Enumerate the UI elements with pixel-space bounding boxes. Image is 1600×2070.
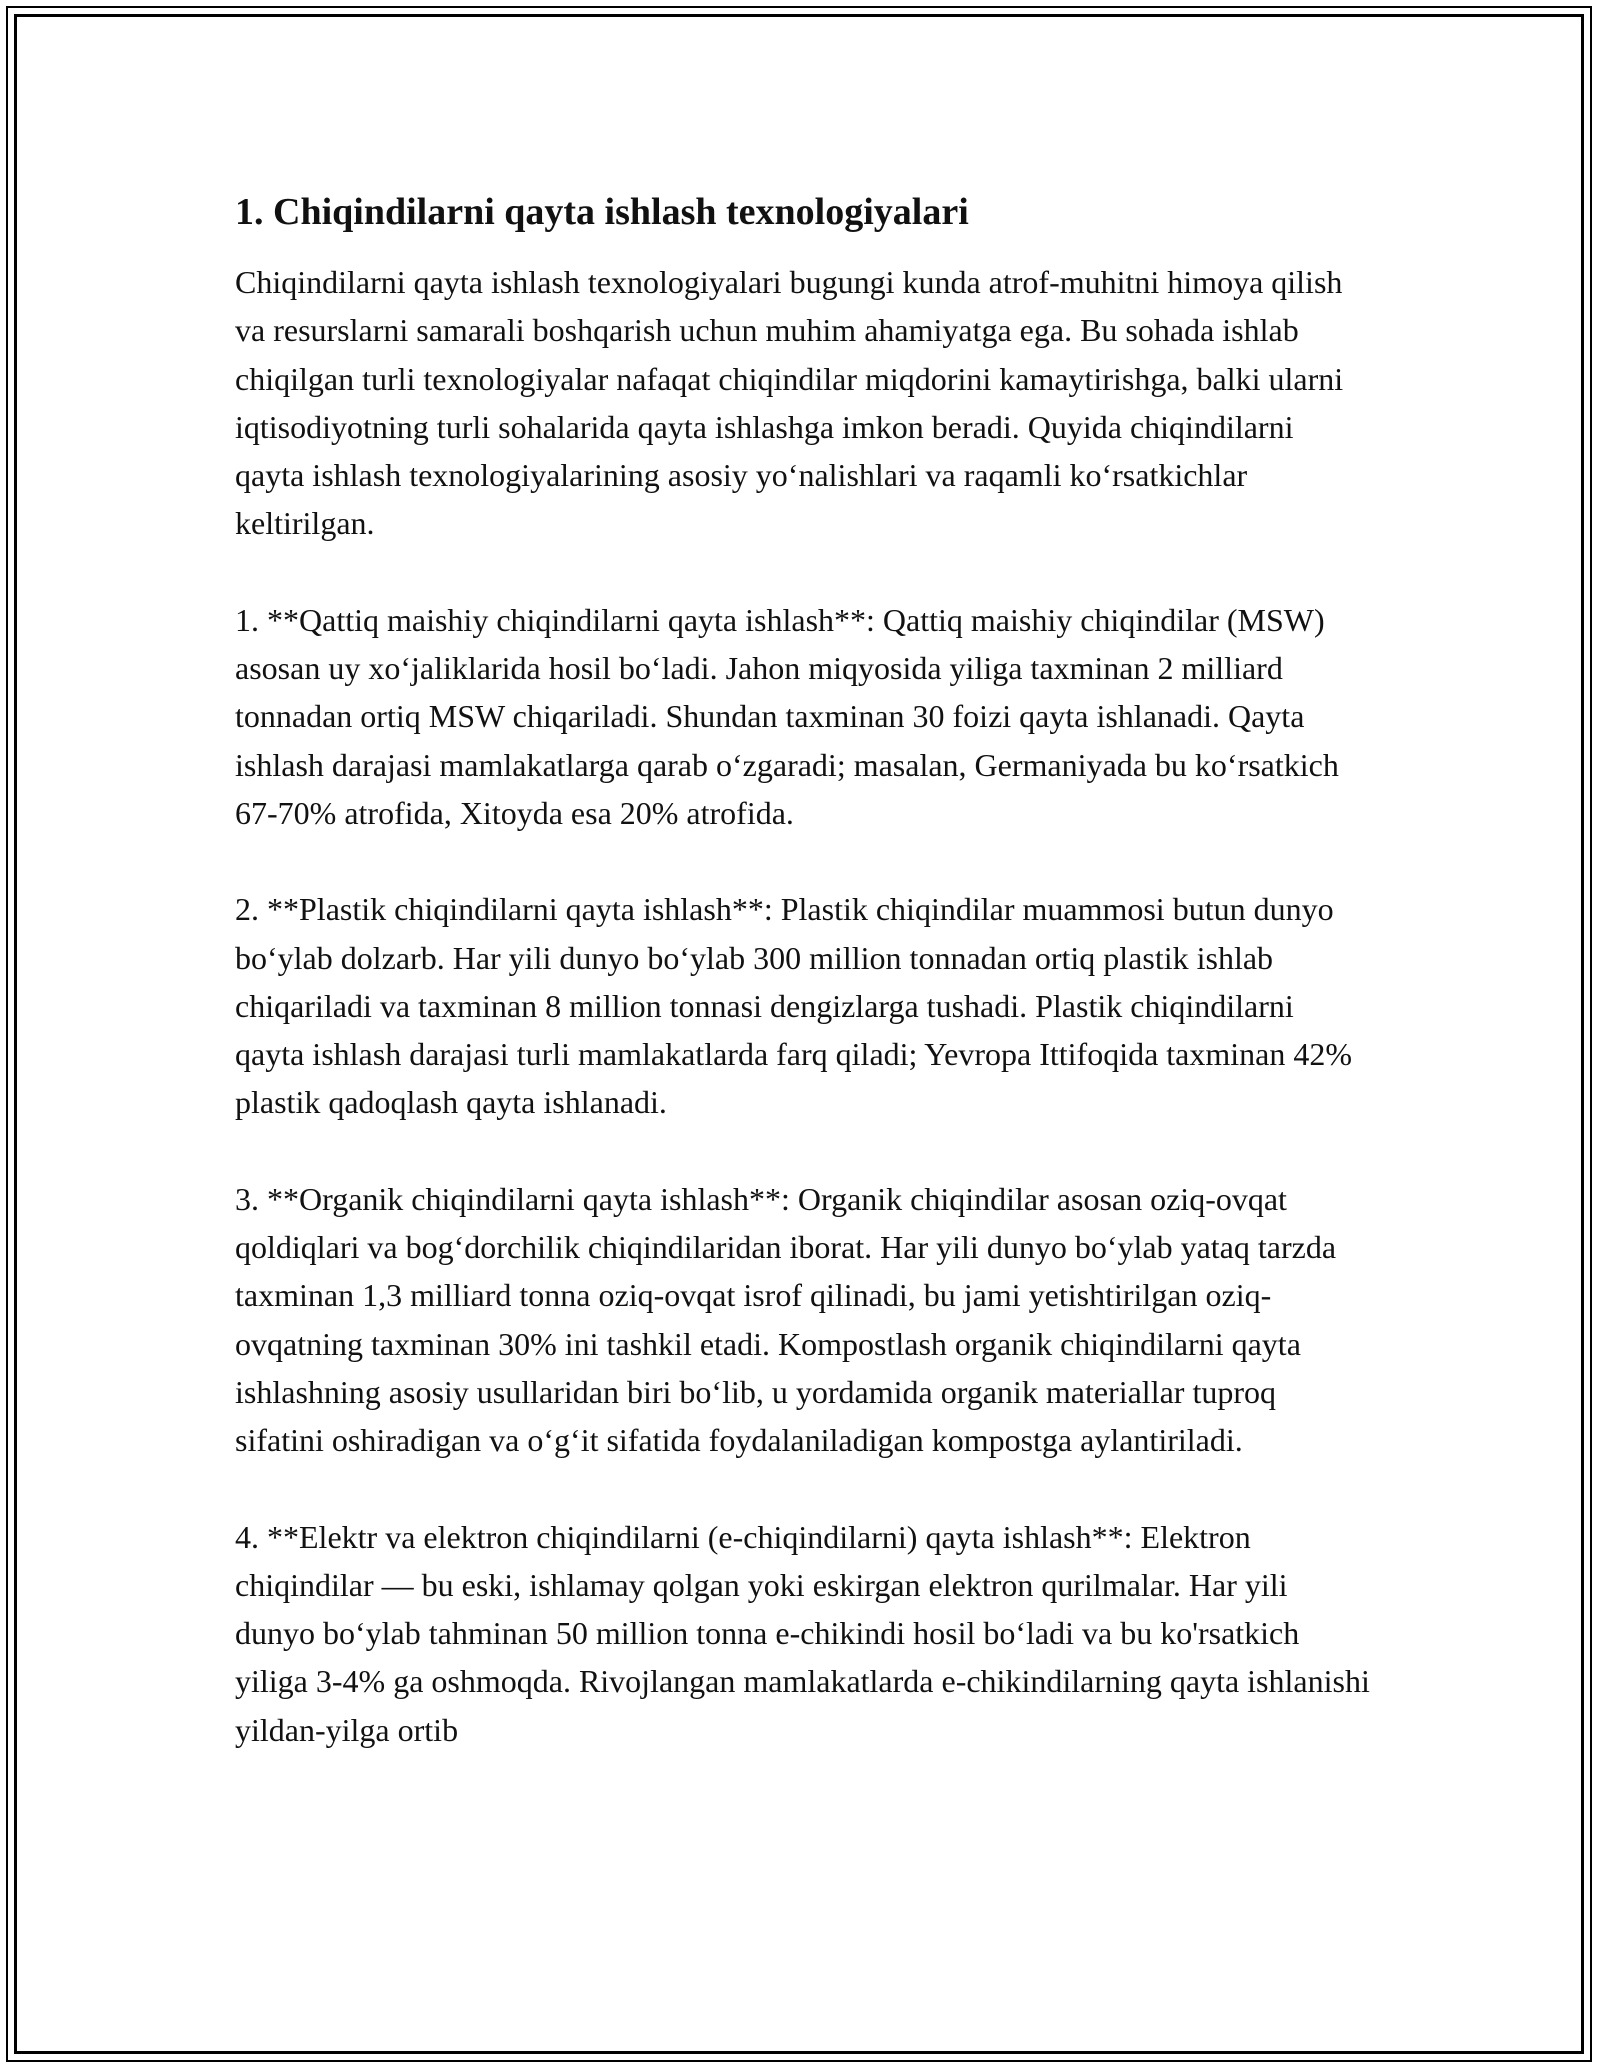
document-body	[235, 188, 1370, 1802]
paragraph-organic: 3. **Organik chiqindilarni qayta ishlash**: Organik chiqindilar asosan oziq-ovqat qoldiqlari va bog‘dorchilik chiqindilaridan iborat. Har yili dunyo bo‘ylab yataq tarzda taxminan 1,3 milliard tonna oziq-ovqat isrof qilinadi, bu jami yetishtirilgan oziq-ovqatning taxminan 30% ini tashkil etadi. Kompostlash organik chiqindilarni qayta ishlashning asosiy usullaridan biri bo‘lib, u yordamida organik materiallar tuproq sifatini oshiradigan va o‘g‘it sifatida foydalaniladigan kompostga aylantiriladi.	[235, 1180, 1337, 1459]
intro-paragraph: Chiqindilarni qayta ishlash texnologiyalari bugungi kunda atrof-muhitni himoya qilish va resurslarni samarali boshqarish uchun muhim ahamiyatga ega. Bu sohada ishlab chiqilgan turli texnologiyalar nafaqat chiqindilar miqdorini kamaytirishga, balki ularni iqtisodiyotning turli sohalarida qayta ishlashga imkon beradi. Quyida chiqindilarni qayta ishlash texnologiyalarining asosiy yo‘nalishlari va raqamli ko‘rsatkichlar keltirilgan.	[235, 264, 1344, 542]
paragraph-e-waste: 4. **Elektr va elektron chiqindilarni (e-chiqindilarni) qayta ishlash**: Elektron chiqindilar — bu eski, ishlamay qolgan yoki eskirgan elektron qurilmalar. Har yili dunyo bo‘ylab tahminan 50 million tonna e-chikindi hosil bo‘ladi va bu ko'rsatkich yiliga 3-4% ga oshmoqda. Rivojlangan mamlakatlarda e-chikindilarning qayta ishlanishi yildan-yilga ortib	[235, 1518, 1370, 1748]
paragraph-plastic: 2. **Plastik chiqindilarni qayta ishlash**: Plastik chiqindilar muammosi butun dunyo bo‘ylab dolzarb. Har yili dunyo bo‘ylab 300 million tonnadan ortiq plastik ishlab chiqariladi va taxminan 8 million tonnasi dengizlarga tushadi. Plastik chiqindilarni qayta ishlash darajasi turli mamlakatlarda farq qiladi; Yevropa Ittifoqida taxminan 42% plastik qadoqlash qayta ishlanadi.	[235, 891, 1353, 1121]
section-title: 1. Chiqindilarni qayta ishlash texnologiyalari	[235, 191, 969, 233]
paragraph-msw: 1. **Qattiq maishiy chiqindilarni qayta ishlash**: Qattiq maishiy chiqindilar (MSW) asosan uy xo‘jaliklarida hosil bo‘ladi. Jahon miqyosida yiliga taxminan 2 milliard tonnadan ortiq MSW chiqariladi. Shundan taxminan 30 foizi qayta ishlanadi. Qayta ishlash darajasi mamlakatlarga qarab o‘zgaradi; masalan, Germaniyada bu ko‘rsatkich 67-70% atrofida, Xitoyda esa 20% atrofida.	[235, 601, 1339, 831]
